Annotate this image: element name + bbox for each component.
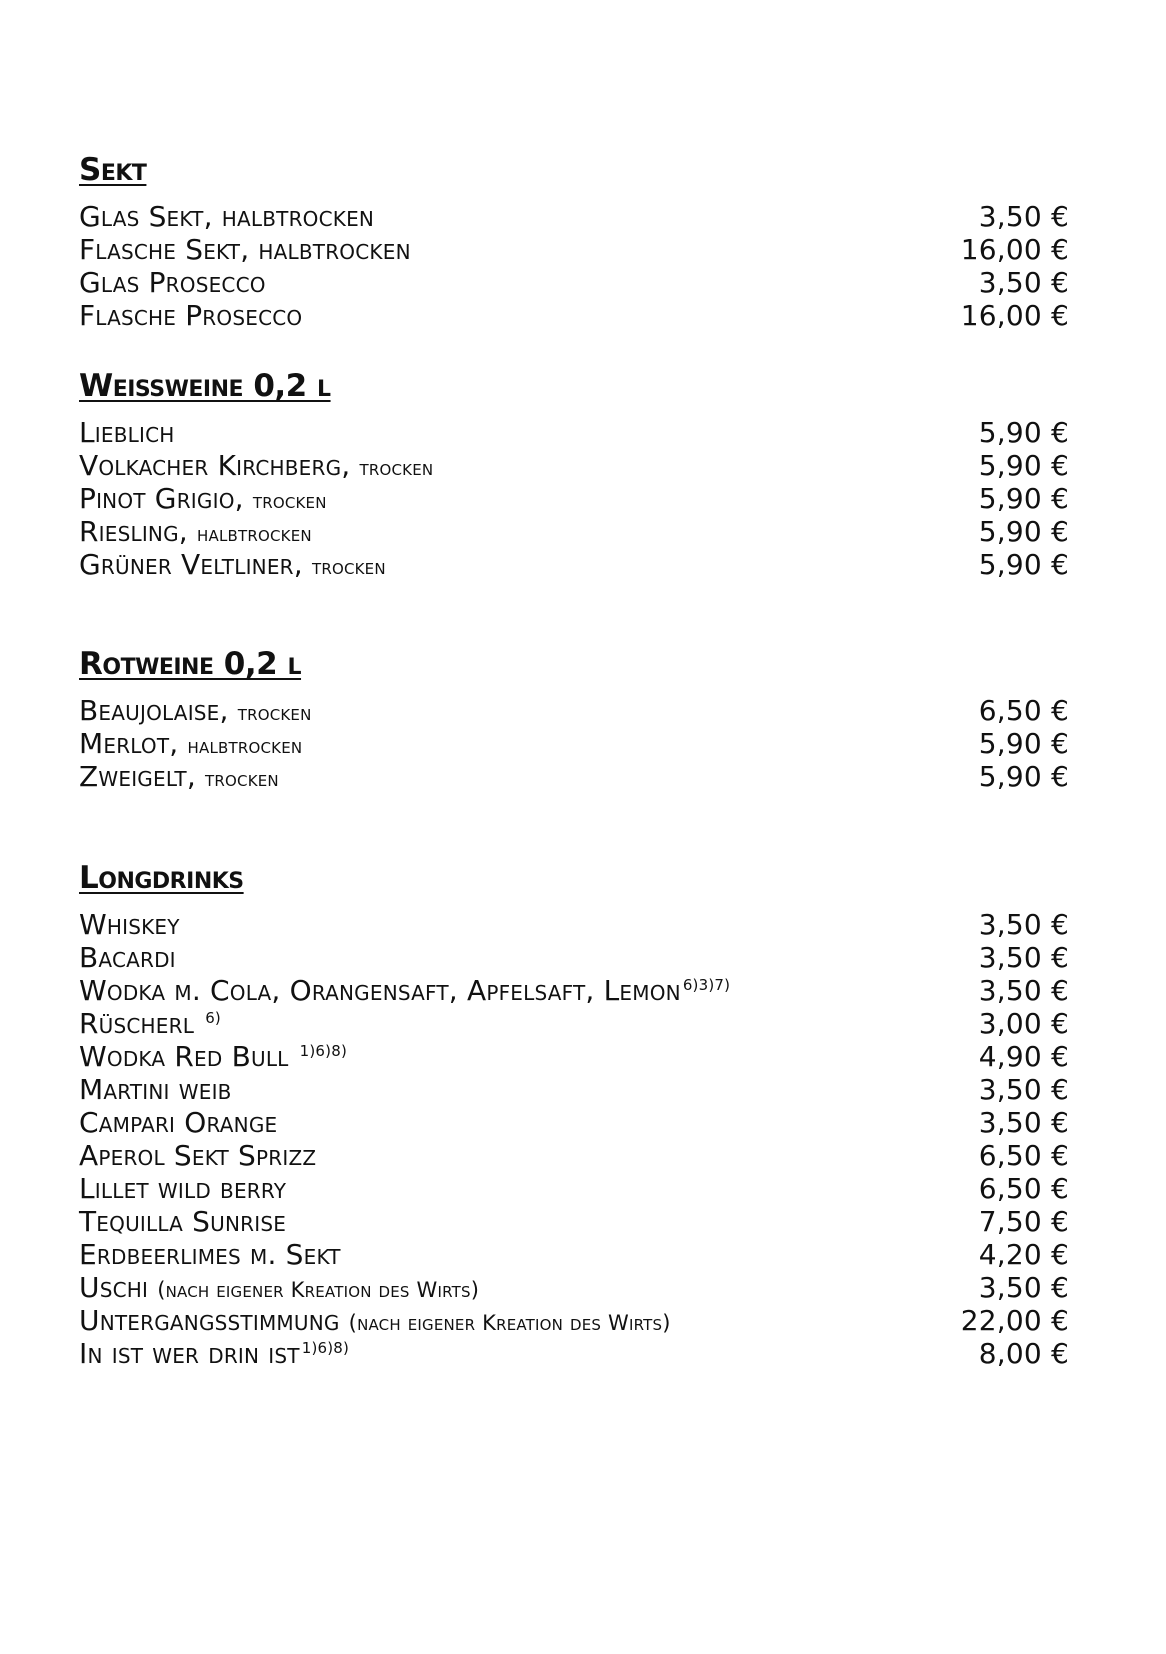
item-name: Bacardi: [79, 941, 176, 974]
menu-item: [79, 1073, 1069, 1106]
item-price: 4,90 €: [978, 1040, 1069, 1073]
section-longdrinks: [79, 858, 1069, 1370]
menu-item: [79, 1271, 1069, 1304]
item-note: (nach eigener Kreation des Wirts): [157, 1278, 480, 1302]
item-note: halbtrocken: [197, 522, 312, 546]
item-name: Rüscherl $^{6)}$: [79, 1007, 221, 1040]
item-price: 5,90 €: [978, 482, 1069, 515]
item-name: Whiskey: [79, 908, 180, 941]
item-price: 6,50 €: [978, 1139, 1069, 1172]
item-name: Lieblich: [79, 416, 175, 449]
item-name: Uschi (nach eigener Kreation des Wirts): [79, 1271, 480, 1304]
item-name: Zweigelt, trocken: [79, 760, 279, 793]
item-price: 5,90 €: [978, 548, 1069, 581]
item-name: Wodka Red Bull $^{1)6)8)}$: [79, 1040, 347, 1073]
item-price: 3,50 €: [978, 974, 1069, 1007]
item-price: 3,50 €: [978, 1271, 1069, 1304]
menu-item: [79, 1040, 1069, 1073]
section-title: Rotweine 0,2 l: [79, 646, 302, 682]
menu-item: [79, 974, 1069, 1007]
allergen-footnote: 1)6)8): [301, 1339, 350, 1357]
menu-item: [79, 200, 1069, 233]
item-name: Grüner Veltliner, trocken: [79, 548, 386, 581]
item-price: 5,90 €: [978, 515, 1069, 548]
section-weissweine: [79, 366, 1069, 581]
item-name: Tequilla Sunrise: [79, 1205, 287, 1238]
item-name: Campari Orange: [79, 1106, 278, 1139]
allergen-footnote: 6): [205, 1009, 221, 1027]
item-list: [79, 200, 1069, 332]
item-name: Aperol Sekt Sprizz: [79, 1139, 317, 1172]
item-name: Beaujolaise, trocken: [79, 694, 312, 727]
menu-item: [79, 1304, 1069, 1337]
item-name: Lillet wild berry: [79, 1172, 287, 1205]
menu-item: [79, 1337, 1069, 1370]
item-name: Glas Prosecco: [79, 266, 266, 299]
item-name: Flasche Prosecco: [79, 299, 303, 332]
menu-item: [79, 694, 1069, 727]
menu-item: [79, 515, 1069, 548]
item-list: [79, 694, 1069, 793]
menu-item: [79, 727, 1069, 760]
item-note: (nach eigener Kreation des Wirts): [348, 1311, 671, 1335]
menu-item: [79, 908, 1069, 941]
item-name: Wodka m. Cola, Orangensaft, Apfelsaft, Lemon $^{6)3)7)}$: [79, 974, 731, 1007]
menu-item: [79, 266, 1069, 299]
item-note: halbtrocken: [187, 734, 303, 758]
section-title: Sekt: [79, 152, 147, 188]
allergen-footnote: 6)3)7): [682, 976, 731, 994]
item-price: 5,90 €: [978, 727, 1069, 760]
item-list: [79, 908, 1069, 1370]
menu-item: [79, 299, 1069, 332]
item-note: trocken: [311, 555, 386, 579]
item-price: 3,50 €: [978, 908, 1069, 941]
item-price: 7,50 €: [978, 1205, 1069, 1238]
menu-item: [79, 449, 1069, 482]
item-name: Martini weiβ: [79, 1073, 232, 1106]
item-name: Merlot, halbtrocken: [79, 727, 303, 760]
item-price: 5,90 €: [978, 760, 1069, 793]
menu-item: [79, 1238, 1069, 1271]
item-note: trocken: [359, 456, 434, 480]
menu-item: [79, 482, 1069, 515]
item-name: In ist wer drin ist $^{1)6)8)}$: [79, 1337, 350, 1370]
menu-item: [79, 1139, 1069, 1172]
item-note: trocken: [205, 767, 279, 791]
item-price: 3,50 €: [978, 941, 1069, 974]
item-price: 16,00 €: [960, 233, 1069, 266]
item-list: [79, 416, 1069, 581]
item-price: 6,50 €: [978, 1172, 1069, 1205]
item-name: Volkacher Kirchberg, trocken: [79, 449, 434, 482]
item-name: Glas Sekt, halbtrocken: [79, 200, 375, 233]
section-rotweine: [79, 644, 1069, 793]
item-price: 3,50 €: [978, 200, 1069, 233]
item-price: 5,90 €: [978, 416, 1069, 449]
section-sekt: [79, 150, 1069, 332]
item-name: Flasche Sekt, halbtrocken: [79, 233, 411, 266]
menu-item: [79, 416, 1069, 449]
allergen-footnote: 1)6)8): [299, 1042, 347, 1060]
section-title: Weissweine 0,2 l: [79, 368, 331, 404]
item-name: Erdbeerlimes m. Sekt: [79, 1238, 341, 1271]
menu-item: [79, 1007, 1069, 1040]
item-price: 8,00 €: [978, 1337, 1069, 1370]
item-name: Pinot Grigio, trocken: [79, 482, 327, 515]
menu-item: [79, 1172, 1069, 1205]
menu-item: [79, 760, 1069, 793]
menu-item: [79, 548, 1069, 581]
menu-item: [79, 1205, 1069, 1238]
item-price: 3,50 €: [978, 1073, 1069, 1106]
item-price: 5,90 €: [978, 449, 1069, 482]
item-price: 4,20 €: [978, 1238, 1069, 1271]
menu-item: [79, 1106, 1069, 1139]
item-note: trocken: [252, 489, 327, 513]
item-name: Riesling, halbtrocken: [79, 515, 312, 548]
item-price: 22,00 €: [960, 1304, 1069, 1337]
item-price: 6,50 €: [978, 694, 1069, 727]
item-price: 3,00 €: [978, 1007, 1069, 1040]
item-name: Untergangsstimmung (nach eigener Kreation des Wirts): [79, 1304, 671, 1337]
section-title: Longdrinks: [79, 860, 244, 896]
item-price: 3,50 €: [978, 266, 1069, 299]
menu-item: [79, 233, 1069, 266]
item-price: 16,00 €: [960, 299, 1069, 332]
menu-item: [79, 941, 1069, 974]
item-note: trocken: [237, 701, 312, 725]
item-price: 3,50 €: [978, 1106, 1069, 1139]
